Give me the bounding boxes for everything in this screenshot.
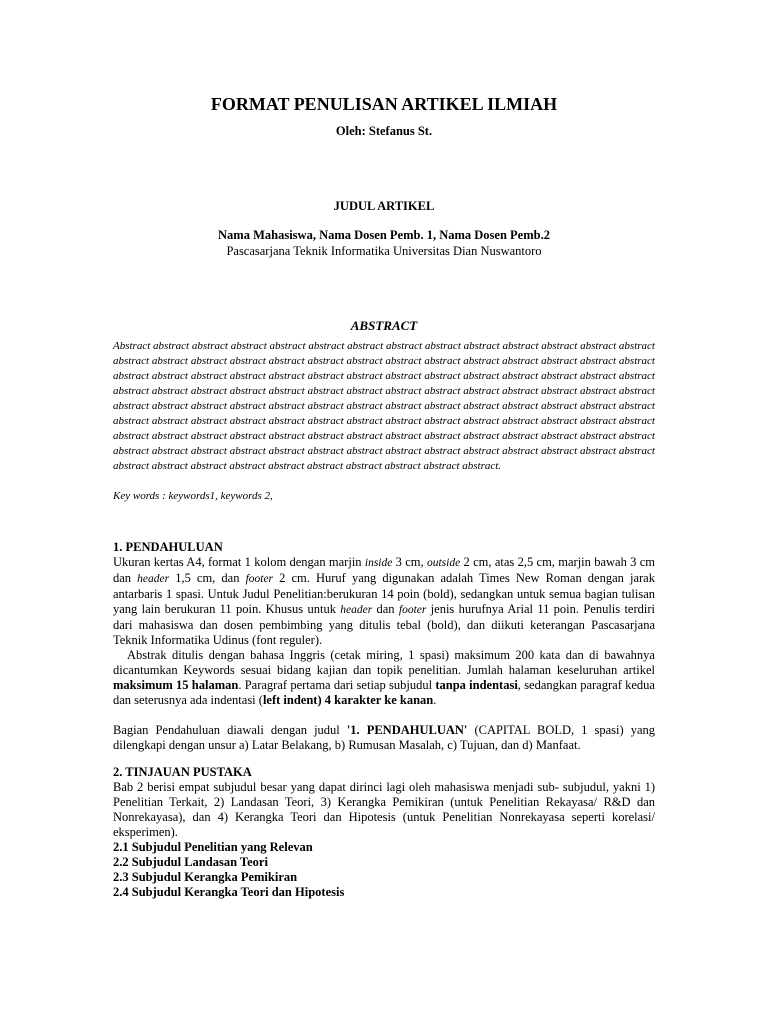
section-pendahuluan bbox=[113, 540, 655, 753]
keywords: Key words : keywords1, keywords 2, bbox=[113, 490, 273, 502]
section-heading: 2. TINJAUAN PUSTAKA bbox=[113, 765, 252, 779]
document-author: Oleh: Stefanus St. bbox=[335, 124, 433, 138]
abstract-body: Abstract abstract abstract abstract abstract abstract abstract abstract abstract abstract abstract abstract abstract abstract abstract abstract abstract abstract abstract abstract abstract abstract abstract abstract abstract abstract abstract abstract abstract abstract abstract abstract abstract abstract abstract abstract abstract abstract abstract abstract abstract abstract abstract abstract abstract abstract abstract abstract abstract abstract abstract abstract abstract abstract abstract abstract abstract abstract abstract abstract abstract abstract abstract abstract abstract abstract abstract abstract abstract abstract abstract abstract abstract abstract abstract abstract abstract abstract abstract abstract abstract abstract abstract abstract abstract abstract abstract abstract abstract abstract abstract abstract abstract abstract abstract abstract abstract abstract abstract abstract abstract abstract abstract abstract abstract abstract abstract abstract abstract abstract abstract abstract abstract abstract abstract abstract abstract abstract abstract abstract abstract abstract. bbox=[113, 340, 655, 472]
paragraph: Bagian Pendahuluan diawali dengan judul '1. PENDAHULUAN' (CAPITAL BOLD, 1 spasi) yang dilengkapi dengan unsur a) Latar Belakang, b) Rumusan Masalah, c) Tujuan, dan d) Manfaat. bbox=[113, 723, 655, 752]
subheading: 2.1 Subjudul Penelitian yang Relevan bbox=[113, 840, 313, 854]
abstract-heading: ABSTRACT bbox=[350, 318, 418, 333]
names-separator: , bbox=[312, 228, 320, 242]
advisor-names: Nama Dosen Pemb. 1, Nama Dosen Pemb.2 bbox=[319, 228, 550, 242]
document-title: FORMAT PENULISAN ARTIKEL ILMIAH bbox=[210, 94, 558, 114]
subheading: 2.2 Subjudul Landasan Teori bbox=[113, 855, 268, 869]
section-heading: 1. PENDAHULUAN bbox=[113, 540, 223, 554]
subheading: 2.4 Subjudul Kerangka Teori dan Hipotesis bbox=[113, 885, 345, 899]
paragraph: Bab 2 berisi empat subjudul besar yang dapat dirinci lagi oleh mahasiswa menjadi sub- subjudul, yakni 1) Penelitian Terkait, 2) Landasan Teori, 3) Kerangka Pemikiran (untuk Penelitian Rekayasa/ R&D dan Nonrekayasa), dan 4) Kerangka Teori dan Hipotesis (untuk Penelitian Nonrekayasa seperti korelasi/ eksperimen). bbox=[113, 780, 655, 839]
author-names bbox=[0, 228, 768, 243]
subheading: 2.3 Subjudul Kerangka Pemikiran bbox=[113, 870, 298, 884]
paragraph: Abstrak ditulis dengan bahasa Inggris (cetak miring, 1 spasi) maksimum 200 kata dan di bawahnya dicantumkan Keywords sesuai bidang kajian dan topik penelitian. Jumlah halaman keseluruhan artikel maksimum 15 halaman. Paragraf pertama dari setiap subjudul tanpa indentasi, sedangkan paragraf kedua dan seterusnya ada indentasi (left indent) 4 karakter ke kanan. bbox=[113, 648, 655, 707]
paragraph: Ukuran kertas A4, format 1 kolom dengan marjin inside 3 cm, outside 2 cm, atas 2,5 cm, marjin bawah 3 cm dan header 1,5 cm, dan footer 2 cm. Huruf yang digunakan adalah Times New Roman dengan jarak antarbaris 1 spasi. Untuk Judul Penelitian:berukuran 14 poin (bold), sedangkan untuk semua bagian tulisan yang lain berukuran 11 poin. Khusus untuk header dan footer jenis hurufnya Arial 11 poin. Penulis terdiri dari mahasiswa dan dosen pembimbing yang ditulis tebal (bold), dan diikuti keterangan Pascasarjana Teknik Informatika Udinus (font reguler). bbox=[113, 555, 655, 647]
article-title: JUDUL ARTIKEL bbox=[333, 199, 435, 213]
affiliation: Pascasarjana Teknik Informatika Universitas Dian Nuswantoro bbox=[226, 244, 542, 258]
section-tinjauan-pustaka bbox=[113, 765, 655, 900]
student-name: Nama Mahasiswa bbox=[218, 228, 313, 242]
